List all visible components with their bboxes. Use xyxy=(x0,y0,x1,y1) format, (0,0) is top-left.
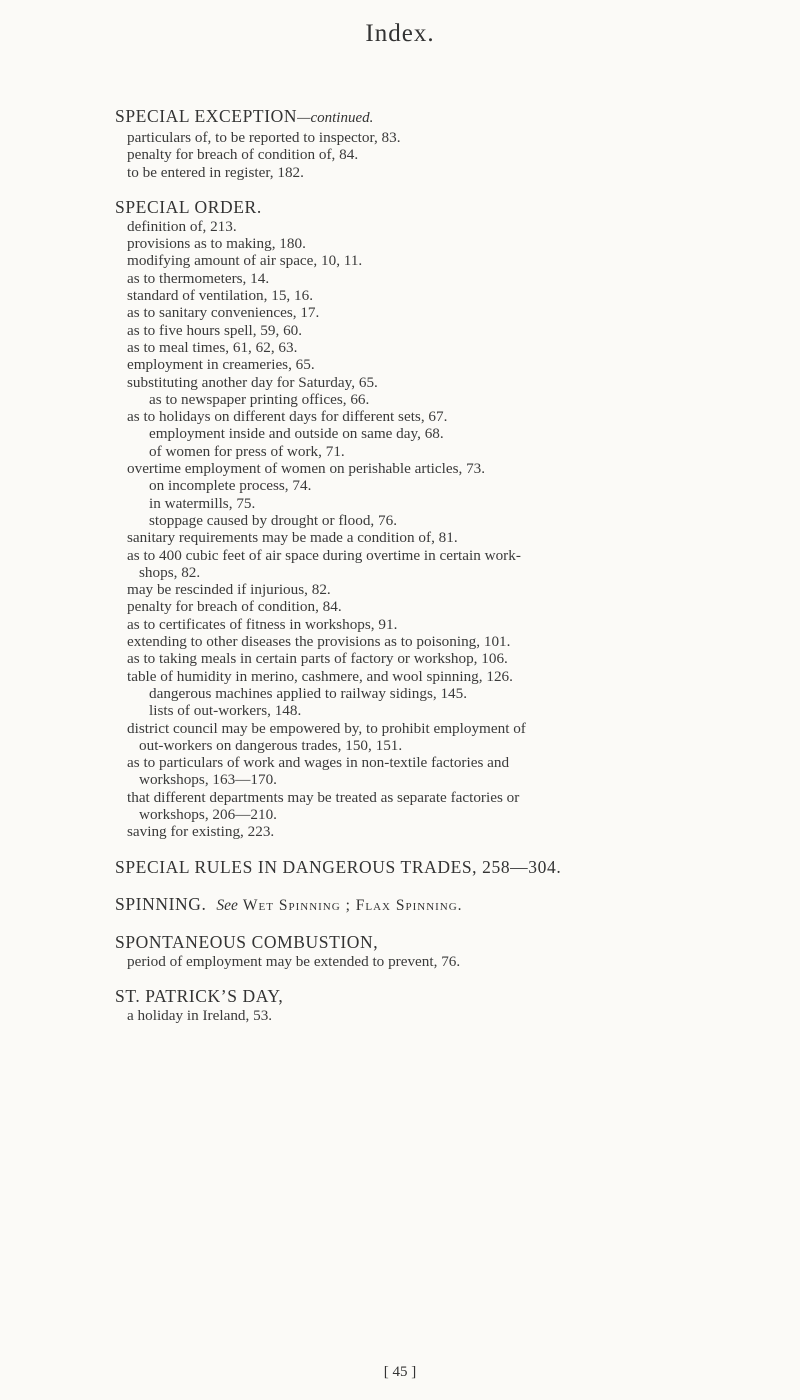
subentry: as to 400 cubic feet of air space during overtime in certain work- xyxy=(127,546,521,564)
entry-heading: SPECIAL ORDER. xyxy=(115,196,262,217)
subentry: may be rescinded if injurious, 82. xyxy=(127,581,331,599)
subentry: sanitary requirements may be made a condition of, 81. xyxy=(127,529,458,547)
subentry-continuation: workshops, 163—170. xyxy=(139,771,277,789)
subentry: particulars of, to be reported to inspector, 83. xyxy=(127,129,401,146)
subentry-continuation: out-workers on dangerous trades, 150, 151. xyxy=(139,736,403,754)
entry-heading: SPONTANEOUS COMBUSTION, xyxy=(115,931,379,952)
subentry-nested: as to newspaper printing offices, 66. xyxy=(149,390,370,408)
subentry: as to holidays on different days for different sets, 67. xyxy=(127,408,448,426)
subentry: as to five hours spell, 59, 60. xyxy=(127,321,303,339)
subentry: employment in creameries, 65. xyxy=(127,356,315,374)
heading-text: SPECIAL EXCEPTION xyxy=(115,106,298,126)
subentry: standard of ventilation, 15, 16. xyxy=(127,287,314,305)
running-head: Index. xyxy=(365,20,435,47)
subentry: as to sanitary conveniences, 17. xyxy=(127,304,320,322)
index-entry-special-exception xyxy=(115,106,795,181)
subentry-nested: of women for press of work, 71. xyxy=(149,442,345,460)
subentry: definition of, 213. xyxy=(127,217,237,235)
index-entry-spinning xyxy=(115,894,795,916)
subentry: saving for existing, 223. xyxy=(127,823,275,841)
subentry: overtime employment of women on perishable articles, 73. xyxy=(127,460,486,478)
index-entry-special-order xyxy=(115,197,795,841)
subentry-nested: in watermills, 75. xyxy=(149,494,256,512)
subentry: as to taking meals in certain parts of factory or workshop, 106. xyxy=(127,650,508,668)
subentry: period of employment may be extended to prevent, 76. xyxy=(127,952,461,970)
subentry: as to thermometers, 14. xyxy=(127,269,270,287)
subentry: substituting another day for Saturday, 65. xyxy=(127,373,378,391)
subentry-nested: lists of out-workers, 148. xyxy=(149,702,302,720)
subentry: as to meal times, 61, 62, 63. xyxy=(127,338,298,356)
subentry: penalty for breach of condition, 84. xyxy=(127,598,342,616)
index-entry-st-patricks-day xyxy=(115,986,795,1024)
see-reference-label: See xyxy=(216,896,238,914)
subentry: extending to other diseases the provisions as to poisoning, 101. xyxy=(127,633,511,651)
entry-heading: SPECIAL RULES IN DANGEROUS TRADES, 258—304. xyxy=(115,856,562,877)
index-entry-special-rules xyxy=(115,857,795,878)
entry-heading xyxy=(115,106,795,129)
subentry: district council may be empowered by, to prohibit employment of xyxy=(127,719,526,737)
entry-heading xyxy=(115,894,795,916)
subentry-continuation: shops, 82. xyxy=(139,563,201,581)
subentry-nested: stoppage caused by drought or flood, 76. xyxy=(149,511,398,529)
subentry: table of humidity in merino, cashmere, and wool spinning, 126. xyxy=(127,667,513,685)
see-reference-targets: Wet Spinning ; Flax Spinning. xyxy=(242,896,463,914)
subentry: provisions as to making, 180. xyxy=(127,235,306,253)
subentry-nested: on incomplete process, 74. xyxy=(149,477,312,495)
subentry-continuation: workshops, 206—210. xyxy=(139,805,277,823)
subentry-nested: dangerous machines applied to railway sidings, 145. xyxy=(149,684,468,702)
entry-heading: ST. PATRICK’S DAY, xyxy=(115,985,284,1006)
subentry: a holiday in Ireland, 53. xyxy=(127,1006,273,1024)
index-content xyxy=(115,106,795,1040)
index-entry-spontaneous-combustion xyxy=(115,932,795,970)
page-number: [ 45 ] xyxy=(383,1364,417,1380)
subentry: to be entered in register, 182. xyxy=(127,163,304,181)
subentry: as to certificates of fitness in workshops, 91. xyxy=(127,615,398,633)
subentry: as to particulars of work and wages in non-textile factories and xyxy=(127,754,510,772)
subentry: that different departments may be treated as separate factories or xyxy=(127,788,520,806)
subentry-nested: employment inside and outside on same day, 68. xyxy=(149,425,444,443)
subentry: modifying amount of air space, 10, 11. xyxy=(127,252,363,270)
heading-text: SPINNING. xyxy=(115,893,207,914)
continued-label: —continued. xyxy=(297,110,374,126)
subentry: penalty for breach of condition of, 84. xyxy=(127,146,359,164)
